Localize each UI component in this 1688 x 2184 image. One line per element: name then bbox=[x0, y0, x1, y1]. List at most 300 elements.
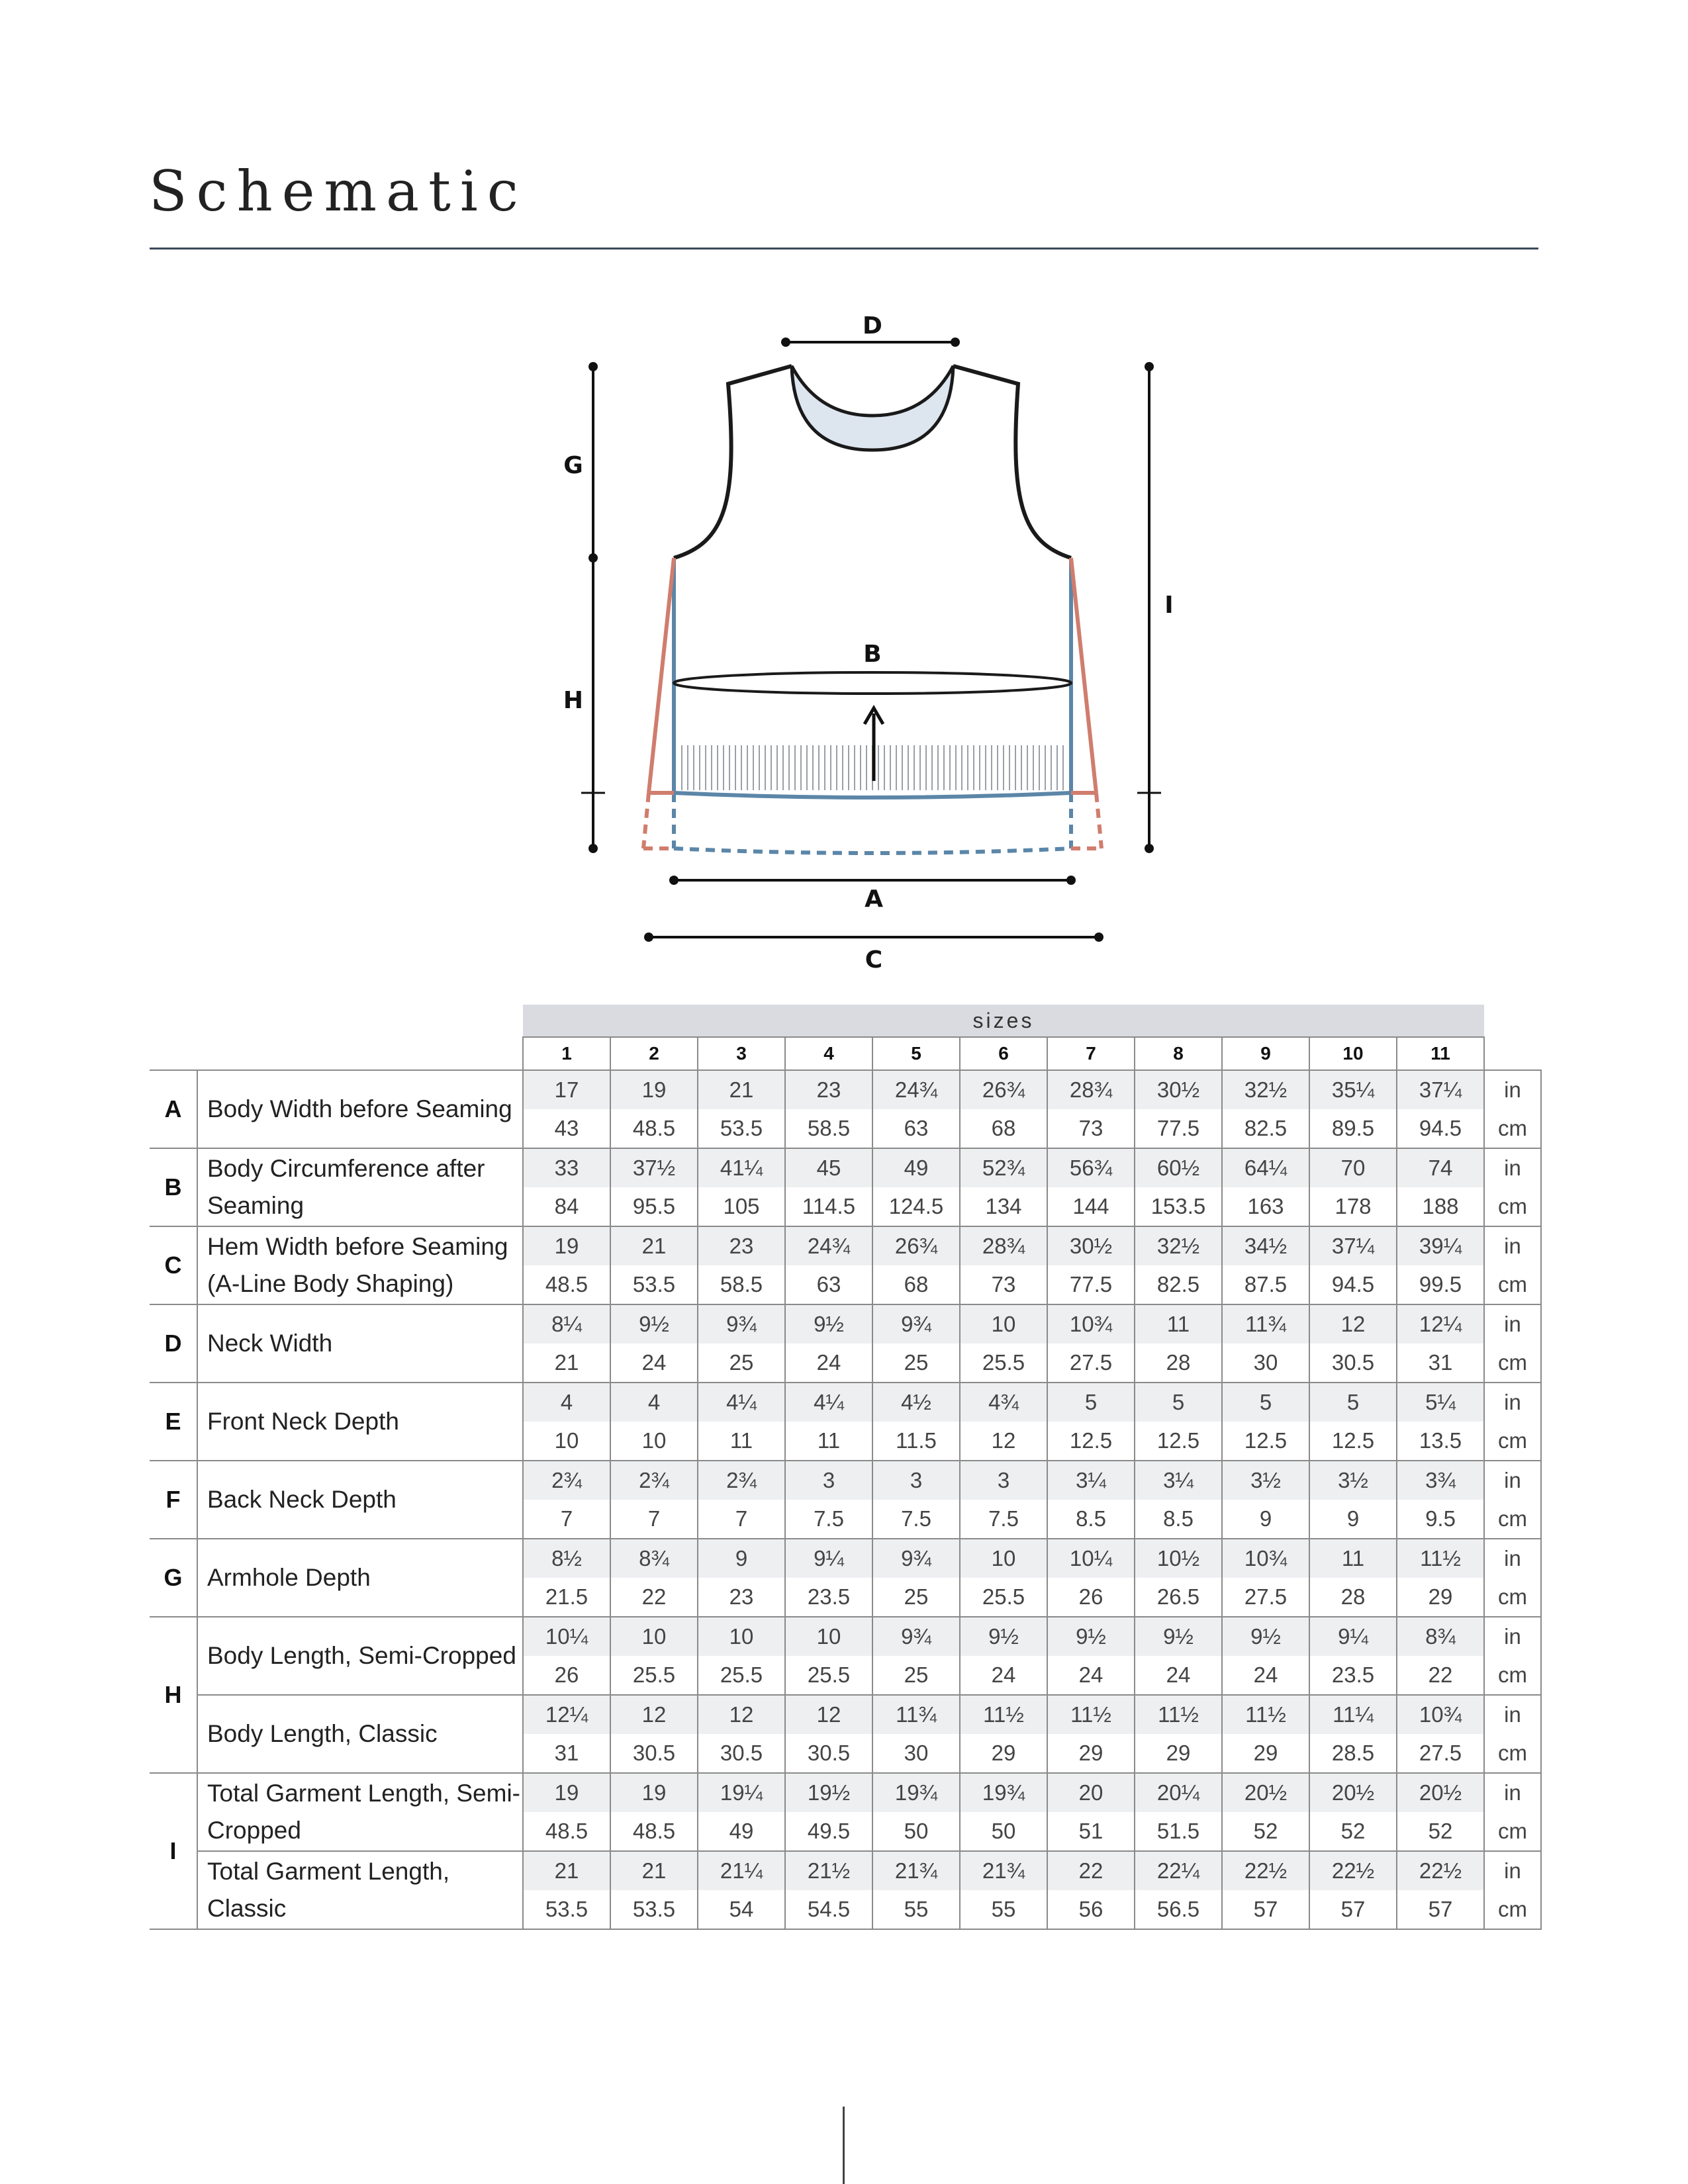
unit-label: in bbox=[1484, 1304, 1541, 1343]
dimension-c bbox=[644, 933, 1103, 974]
measurement-value: 26.5 bbox=[1135, 1578, 1222, 1617]
measurement-value: 30.5 bbox=[610, 1734, 698, 1773]
measurement-value: 22½ bbox=[1222, 1851, 1309, 1890]
measurement-value: 10 bbox=[785, 1617, 872, 1656]
measurement-value: 10 bbox=[610, 1422, 698, 1461]
measurement-value: 12¼ bbox=[1397, 1304, 1484, 1343]
measurement-value: 9½ bbox=[960, 1617, 1047, 1656]
dimension-g-h bbox=[563, 362, 605, 853]
unit-label: cm bbox=[1484, 1343, 1541, 1383]
measurement-value: 25.5 bbox=[610, 1656, 698, 1695]
measurement-letter: E bbox=[150, 1383, 197, 1461]
measurement-value: 2¾ bbox=[523, 1461, 610, 1500]
measurement-value: 134 bbox=[960, 1187, 1047, 1226]
measurement-value: 28¾ bbox=[1047, 1070, 1135, 1109]
measurement-value: 9½ bbox=[1135, 1617, 1222, 1656]
measurement-value: 77.5 bbox=[1135, 1109, 1222, 1148]
measurement-value: 24 bbox=[1135, 1656, 1222, 1695]
measurement-value: 74 bbox=[1397, 1148, 1484, 1187]
measurement-value: 52 bbox=[1397, 1812, 1484, 1851]
measurement-value: 3¼ bbox=[1135, 1461, 1222, 1500]
unit-label: in bbox=[1484, 1695, 1541, 1734]
measurement-value: 99.5 bbox=[1397, 1265, 1484, 1304]
measurement-value: 77.5 bbox=[1047, 1265, 1135, 1304]
measurement-value: 41¼ bbox=[698, 1148, 785, 1187]
measurement-value: 22 bbox=[610, 1578, 698, 1617]
table-row bbox=[150, 1773, 1541, 1812]
unit-label: cm bbox=[1484, 1265, 1541, 1304]
measurement-value: 12 bbox=[1309, 1304, 1397, 1343]
measurement-value: 95.5 bbox=[610, 1187, 698, 1226]
measurement-value: 11 bbox=[698, 1422, 785, 1461]
measurement-value: 24¾ bbox=[785, 1226, 872, 1265]
measurement-value: 25.5 bbox=[785, 1656, 872, 1695]
unit-label: in bbox=[1484, 1070, 1541, 1109]
measurement-letter: F bbox=[150, 1461, 197, 1539]
measurement-value: 57 bbox=[1309, 1890, 1397, 1929]
measurement-value: 39¼ bbox=[1397, 1226, 1484, 1265]
measurement-value: 57 bbox=[1222, 1890, 1309, 1929]
size-column-header: 9 bbox=[1222, 1037, 1309, 1070]
unit-label: in bbox=[1484, 1461, 1541, 1500]
measurement-value: 29 bbox=[1047, 1734, 1135, 1773]
table-row bbox=[150, 1383, 1541, 1422]
unit-label: in bbox=[1484, 1226, 1541, 1265]
measurement-value: 2¾ bbox=[698, 1461, 785, 1500]
measurement-value: 9½ bbox=[610, 1304, 698, 1343]
measurement-value: 28¾ bbox=[960, 1226, 1047, 1265]
table-row bbox=[150, 1851, 1541, 1890]
measurement-value: 8¼ bbox=[523, 1304, 610, 1343]
measurement-value: 37½ bbox=[610, 1148, 698, 1187]
measurement-value: 23.5 bbox=[1309, 1656, 1397, 1695]
measurement-value: 11½ bbox=[1397, 1539, 1484, 1578]
measurement-value: 20½ bbox=[1397, 1773, 1484, 1812]
measurement-value: 3 bbox=[872, 1461, 960, 1500]
measurement-value: 94.5 bbox=[1397, 1109, 1484, 1148]
measurement-value: 21¾ bbox=[872, 1851, 960, 1890]
measurement-value: 49 bbox=[872, 1148, 960, 1187]
measurement-value: 20½ bbox=[1222, 1773, 1309, 1812]
measurement-value: 11¼ bbox=[1309, 1695, 1397, 1734]
measurement-value: 10 bbox=[960, 1304, 1047, 1343]
unit-label: cm bbox=[1484, 1890, 1541, 1929]
measurement-value: 7 bbox=[523, 1500, 610, 1539]
measurement-value: 30.5 bbox=[785, 1734, 872, 1773]
measurement-label: Total Garment Length, Semi-Cropped bbox=[197, 1773, 523, 1851]
table-row bbox=[150, 1148, 1541, 1187]
measurement-value: 9¼ bbox=[1309, 1617, 1397, 1656]
measurement-value: 29 bbox=[1135, 1734, 1222, 1773]
measurement-value: 21¼ bbox=[698, 1851, 785, 1890]
garment-upper-outline bbox=[674, 366, 1071, 558]
measurement-value: 54.5 bbox=[785, 1890, 872, 1929]
measurement-value: 4¼ bbox=[698, 1383, 785, 1422]
measurement-value: 28.5 bbox=[1309, 1734, 1397, 1773]
measurement-value: 28 bbox=[1135, 1343, 1222, 1383]
measurement-value: 13.5 bbox=[1397, 1422, 1484, 1461]
measurement-value: 70 bbox=[1309, 1148, 1397, 1187]
label-g: G bbox=[563, 452, 583, 479]
unit-label: in bbox=[1484, 1851, 1541, 1890]
measurement-value: 10¾ bbox=[1397, 1695, 1484, 1734]
measurement-value: 52 bbox=[1309, 1812, 1397, 1851]
measurement-value: 12.5 bbox=[1309, 1422, 1397, 1461]
measurement-value: 50 bbox=[872, 1812, 960, 1851]
measurement-value: 4 bbox=[523, 1383, 610, 1422]
measurement-value: 29 bbox=[960, 1734, 1047, 1773]
measurement-value: 12¼ bbox=[523, 1695, 610, 1734]
measurement-value: 22 bbox=[1397, 1656, 1484, 1695]
measurement-value: 8¾ bbox=[1397, 1617, 1484, 1656]
measurement-value: 49.5 bbox=[785, 1812, 872, 1851]
measurement-value: 63 bbox=[785, 1265, 872, 1304]
measurement-value: 27.5 bbox=[1222, 1578, 1309, 1617]
measurement-value: 58.5 bbox=[698, 1265, 785, 1304]
measurement-label: Body Circumference after Seaming bbox=[197, 1148, 523, 1226]
measurement-value: 34½ bbox=[1222, 1226, 1309, 1265]
label-c: C bbox=[865, 946, 883, 974]
measurement-value: 9½ bbox=[1222, 1617, 1309, 1656]
measurement-value: 5 bbox=[1222, 1383, 1309, 1422]
measurement-value: 24¾ bbox=[872, 1070, 960, 1109]
measurement-value: 178 bbox=[1309, 1187, 1397, 1226]
measurement-value: 30½ bbox=[1047, 1226, 1135, 1265]
measurement-value: 68 bbox=[960, 1109, 1047, 1148]
measurement-value: 9½ bbox=[1047, 1617, 1135, 1656]
measurement-value: 3½ bbox=[1222, 1461, 1309, 1500]
measurement-value: 57 bbox=[1397, 1890, 1484, 1929]
measurement-value: 8½ bbox=[523, 1539, 610, 1578]
measurement-value: 26¾ bbox=[960, 1070, 1047, 1109]
measurement-value: 11½ bbox=[960, 1695, 1047, 1734]
measurement-value: 52¾ bbox=[960, 1148, 1047, 1187]
measurement-value: 82.5 bbox=[1222, 1109, 1309, 1148]
unit-label: in bbox=[1484, 1617, 1541, 1656]
measurement-value: 54 bbox=[698, 1890, 785, 1929]
measurement-value: 60½ bbox=[1135, 1148, 1222, 1187]
measurement-value: 29 bbox=[1222, 1734, 1309, 1773]
title-divider bbox=[150, 248, 1538, 250]
measurement-value: 23 bbox=[698, 1226, 785, 1265]
dimension-b bbox=[674, 641, 1071, 694]
size-column-header: 4 bbox=[785, 1037, 872, 1070]
measurement-value: 24 bbox=[1222, 1656, 1309, 1695]
measurement-value: 9 bbox=[1309, 1500, 1397, 1539]
measurement-value: 11¾ bbox=[1222, 1304, 1309, 1343]
size-column-header: 1 bbox=[523, 1037, 610, 1070]
measurement-value: 58.5 bbox=[785, 1109, 872, 1148]
measurement-value: 19¾ bbox=[960, 1773, 1047, 1812]
measurement-value: 25.5 bbox=[698, 1656, 785, 1695]
measurement-value: 26¾ bbox=[872, 1226, 960, 1265]
measurement-value: 19¾ bbox=[872, 1773, 960, 1812]
measurement-value: 53.5 bbox=[610, 1890, 698, 1929]
measurement-value: 35¼ bbox=[1309, 1070, 1397, 1109]
measurement-value: 8.5 bbox=[1135, 1500, 1222, 1539]
measurement-value: 9¼ bbox=[785, 1539, 872, 1578]
measurement-value: 20½ bbox=[1309, 1773, 1397, 1812]
measurement-value: 31 bbox=[523, 1734, 610, 1773]
label-a: A bbox=[865, 886, 883, 913]
measurement-value: 30.5 bbox=[698, 1734, 785, 1773]
measurement-value: 21 bbox=[698, 1070, 785, 1109]
measurement-value: 11 bbox=[1309, 1539, 1397, 1578]
measurement-value: 9 bbox=[698, 1539, 785, 1578]
measurement-value: 48.5 bbox=[523, 1812, 610, 1851]
measurement-value: 4¾ bbox=[960, 1383, 1047, 1422]
measurement-value: 21½ bbox=[785, 1851, 872, 1890]
measurement-letter: I bbox=[150, 1773, 197, 1929]
measurement-value: 21¾ bbox=[960, 1851, 1047, 1890]
measurement-value: 3¾ bbox=[1397, 1461, 1484, 1500]
measurement-value: 45 bbox=[785, 1148, 872, 1187]
measurement-value: 25.5 bbox=[960, 1343, 1047, 1383]
measurement-value: 27.5 bbox=[1047, 1343, 1135, 1383]
measurement-value: 48.5 bbox=[610, 1109, 698, 1148]
size-column-header: 10 bbox=[1309, 1037, 1397, 1070]
measurement-label: Body Width before Seaming bbox=[197, 1070, 523, 1148]
label-b: B bbox=[863, 641, 882, 668]
unit-label: in bbox=[1484, 1383, 1541, 1422]
measurement-value: 53.5 bbox=[523, 1890, 610, 1929]
measurement-letter: B bbox=[150, 1148, 197, 1226]
measurement-value: 53.5 bbox=[610, 1265, 698, 1304]
measurement-value: 10¼ bbox=[523, 1617, 610, 1656]
measurement-value: 21.5 bbox=[523, 1578, 610, 1617]
neckline-shape bbox=[792, 366, 953, 450]
measurement-value: 7.5 bbox=[785, 1500, 872, 1539]
measurement-value: 12 bbox=[960, 1422, 1047, 1461]
footer-divider bbox=[843, 2107, 845, 2184]
unit-label: cm bbox=[1484, 1109, 1541, 1148]
table-row bbox=[150, 1539, 1541, 1578]
measurement-value: 5 bbox=[1047, 1383, 1135, 1422]
measurement-value: 10¾ bbox=[1047, 1304, 1135, 1343]
table-row bbox=[150, 1617, 1541, 1656]
measurement-letter: A bbox=[150, 1070, 197, 1148]
measurement-value: 31 bbox=[1397, 1343, 1484, 1383]
measurement-value: 51 bbox=[1047, 1812, 1135, 1851]
measurement-letter: H bbox=[150, 1617, 197, 1773]
measurement-value: 19 bbox=[523, 1226, 610, 1265]
table-row bbox=[150, 1070, 1541, 1109]
measurement-label: Armhole Depth bbox=[197, 1539, 523, 1617]
measurement-value: 23 bbox=[785, 1070, 872, 1109]
measurement-value: 56 bbox=[1047, 1890, 1135, 1929]
measurement-value: 20¼ bbox=[1135, 1773, 1222, 1812]
measurement-value: 20 bbox=[1047, 1773, 1135, 1812]
measurement-value: 9¾ bbox=[872, 1539, 960, 1578]
unit-label: in bbox=[1484, 1773, 1541, 1812]
table-row bbox=[150, 1304, 1541, 1343]
label-h: H bbox=[563, 687, 584, 714]
measurement-value: 163 bbox=[1222, 1187, 1309, 1226]
measurement-value: 48.5 bbox=[610, 1812, 698, 1851]
table-row bbox=[150, 1461, 1541, 1500]
measurement-value: 7 bbox=[610, 1500, 698, 1539]
measurement-value: 21 bbox=[610, 1226, 698, 1265]
unit-label: cm bbox=[1484, 1656, 1541, 1695]
measurement-label: Neck Width bbox=[197, 1304, 523, 1383]
measurement-value: 32½ bbox=[1222, 1070, 1309, 1109]
measurement-value: 37¼ bbox=[1397, 1070, 1484, 1109]
measurement-value: 28 bbox=[1309, 1578, 1397, 1617]
measurement-value: 51.5 bbox=[1135, 1812, 1222, 1851]
label-i: I bbox=[1164, 592, 1174, 619]
measurement-value: 11 bbox=[785, 1422, 872, 1461]
measurement-value: 30½ bbox=[1135, 1070, 1222, 1109]
measurement-letter: D bbox=[150, 1304, 197, 1383]
measurement-value: 9¾ bbox=[698, 1304, 785, 1343]
measurement-value: 23.5 bbox=[785, 1578, 872, 1617]
page-title: Schematic bbox=[149, 159, 528, 224]
measurement-value: 26 bbox=[523, 1656, 610, 1695]
size-column-header: 3 bbox=[698, 1037, 785, 1070]
a-line-body-lines bbox=[643, 558, 1102, 848]
measurement-value: 25 bbox=[872, 1656, 960, 1695]
measurement-value: 25 bbox=[872, 1578, 960, 1617]
measurement-label: Front Neck Depth bbox=[197, 1383, 523, 1461]
measurement-value: 2¾ bbox=[610, 1461, 698, 1500]
measurement-value: 25 bbox=[698, 1343, 785, 1383]
measurement-value: 21 bbox=[523, 1343, 610, 1383]
measurement-value: 11 bbox=[1135, 1304, 1222, 1343]
size-column-header: 8 bbox=[1135, 1037, 1222, 1070]
measurement-value: 9¾ bbox=[872, 1617, 960, 1656]
size-column-header: 5 bbox=[872, 1037, 960, 1070]
measurement-value: 11½ bbox=[1222, 1695, 1309, 1734]
measurement-value: 5¼ bbox=[1397, 1383, 1484, 1422]
measurement-value: 10¾ bbox=[1222, 1539, 1309, 1578]
measurement-value: 68 bbox=[872, 1265, 960, 1304]
measurement-value: 26 bbox=[1047, 1578, 1135, 1617]
measurement-value: 53.5 bbox=[698, 1109, 785, 1148]
measurement-value: 7.5 bbox=[960, 1500, 1047, 1539]
measurement-value: 3 bbox=[960, 1461, 1047, 1500]
measurement-value: 21 bbox=[610, 1851, 698, 1890]
measurement-value: 7 bbox=[698, 1500, 785, 1539]
measurement-value: 124.5 bbox=[872, 1187, 960, 1226]
measurement-value: 7.5 bbox=[872, 1500, 960, 1539]
unit-label: cm bbox=[1484, 1422, 1541, 1461]
table-row bbox=[150, 1695, 1541, 1734]
measurement-value: 11½ bbox=[1047, 1695, 1135, 1734]
measurement-value: 89.5 bbox=[1309, 1109, 1397, 1148]
measurement-value: 10¼ bbox=[1047, 1539, 1135, 1578]
measurement-value: 25 bbox=[872, 1343, 960, 1383]
measurement-value: 56¾ bbox=[1047, 1148, 1135, 1187]
straight-body-lines bbox=[674, 558, 1071, 853]
unit-label: in bbox=[1484, 1148, 1541, 1187]
measurement-value: 105 bbox=[698, 1187, 785, 1226]
measurement-value: 22 bbox=[1047, 1851, 1135, 1890]
table-row bbox=[150, 1226, 1541, 1265]
measurement-value: 12 bbox=[785, 1695, 872, 1734]
measurement-value: 24 bbox=[1047, 1656, 1135, 1695]
measurement-value: 5 bbox=[1135, 1383, 1222, 1422]
measurement-value: 55 bbox=[872, 1890, 960, 1929]
measurement-label: Body Length, Semi-Cropped bbox=[197, 1617, 523, 1695]
measurement-value: 27.5 bbox=[1397, 1734, 1484, 1773]
measurement-value: 19½ bbox=[785, 1773, 872, 1812]
measurement-value: 153.5 bbox=[1135, 1187, 1222, 1226]
dimension-d bbox=[781, 312, 960, 347]
unit-label: cm bbox=[1484, 1734, 1541, 1773]
measurement-value: 8¾ bbox=[610, 1539, 698, 1578]
measurement-value: 87.5 bbox=[1222, 1265, 1309, 1304]
measurement-value: 55 bbox=[960, 1890, 1047, 1929]
measurement-value: 29 bbox=[1397, 1578, 1484, 1617]
measurement-value: 22½ bbox=[1309, 1851, 1397, 1890]
measurement-value: 19 bbox=[610, 1070, 698, 1109]
size-column-header: 6 bbox=[960, 1037, 1047, 1070]
measurement-value: 94.5 bbox=[1309, 1265, 1397, 1304]
measurement-value: 19 bbox=[523, 1773, 610, 1812]
measurement-value: 3 bbox=[785, 1461, 872, 1500]
measurement-value: 12.5 bbox=[1047, 1422, 1135, 1461]
size-column-header: 11 bbox=[1397, 1037, 1484, 1070]
measurement-value: 73 bbox=[960, 1265, 1047, 1304]
measurement-value: 24 bbox=[960, 1656, 1047, 1695]
measurement-value: 22¼ bbox=[1135, 1851, 1222, 1890]
measurement-value: 11¾ bbox=[872, 1695, 960, 1734]
measurement-value: 9½ bbox=[785, 1304, 872, 1343]
measurement-value: 43 bbox=[523, 1109, 610, 1148]
measurement-value: 19¼ bbox=[698, 1773, 785, 1812]
measurement-value: 4½ bbox=[872, 1383, 960, 1422]
measurement-value: 19 bbox=[610, 1773, 698, 1812]
measurement-value: 114.5 bbox=[785, 1187, 872, 1226]
measurement-value: 37¼ bbox=[1309, 1226, 1397, 1265]
measurement-value: 30 bbox=[1222, 1343, 1309, 1383]
measurement-value: 63 bbox=[872, 1109, 960, 1148]
measurement-value: 64¼ bbox=[1222, 1148, 1309, 1187]
measurement-value: 73 bbox=[1047, 1109, 1135, 1148]
label-d: D bbox=[863, 312, 882, 340]
measurement-value: 11.5 bbox=[872, 1422, 960, 1461]
measurement-value: 11½ bbox=[1135, 1695, 1222, 1734]
measurement-value: 5 bbox=[1309, 1383, 1397, 1422]
measurement-value: 10 bbox=[523, 1422, 610, 1461]
measurement-value: 49 bbox=[698, 1812, 785, 1851]
measurement-value: 24 bbox=[785, 1343, 872, 1383]
measurement-letter: G bbox=[150, 1539, 197, 1617]
measurement-value: 12 bbox=[610, 1695, 698, 1734]
measurement-value: 9 bbox=[1222, 1500, 1309, 1539]
measurement-value: 33 bbox=[523, 1148, 610, 1187]
measurement-value: 30.5 bbox=[1309, 1343, 1397, 1383]
knitting-direction-arrow-icon bbox=[865, 708, 883, 781]
measurement-value: 188 bbox=[1397, 1187, 1484, 1226]
measurement-value: 56.5 bbox=[1135, 1890, 1222, 1929]
measurement-value: 3¼ bbox=[1047, 1461, 1135, 1500]
measurement-value: 9¾ bbox=[872, 1304, 960, 1343]
measurement-value: 17 bbox=[523, 1070, 610, 1109]
measurement-value: 48.5 bbox=[523, 1265, 610, 1304]
garment-schematic bbox=[530, 291, 1192, 993]
unit-label: cm bbox=[1484, 1812, 1541, 1851]
measurement-label: Total Garment Length, Classic bbox=[197, 1851, 523, 1929]
measurement-value: 25.5 bbox=[960, 1578, 1047, 1617]
dimension-i bbox=[1137, 362, 1174, 853]
unit-label: in bbox=[1484, 1539, 1541, 1578]
measurement-value: 10 bbox=[698, 1617, 785, 1656]
measurement-value: 50 bbox=[960, 1812, 1047, 1851]
measurement-letter: C bbox=[150, 1226, 197, 1304]
measurement-value: 10½ bbox=[1135, 1539, 1222, 1578]
measurement-value: 10 bbox=[610, 1617, 698, 1656]
